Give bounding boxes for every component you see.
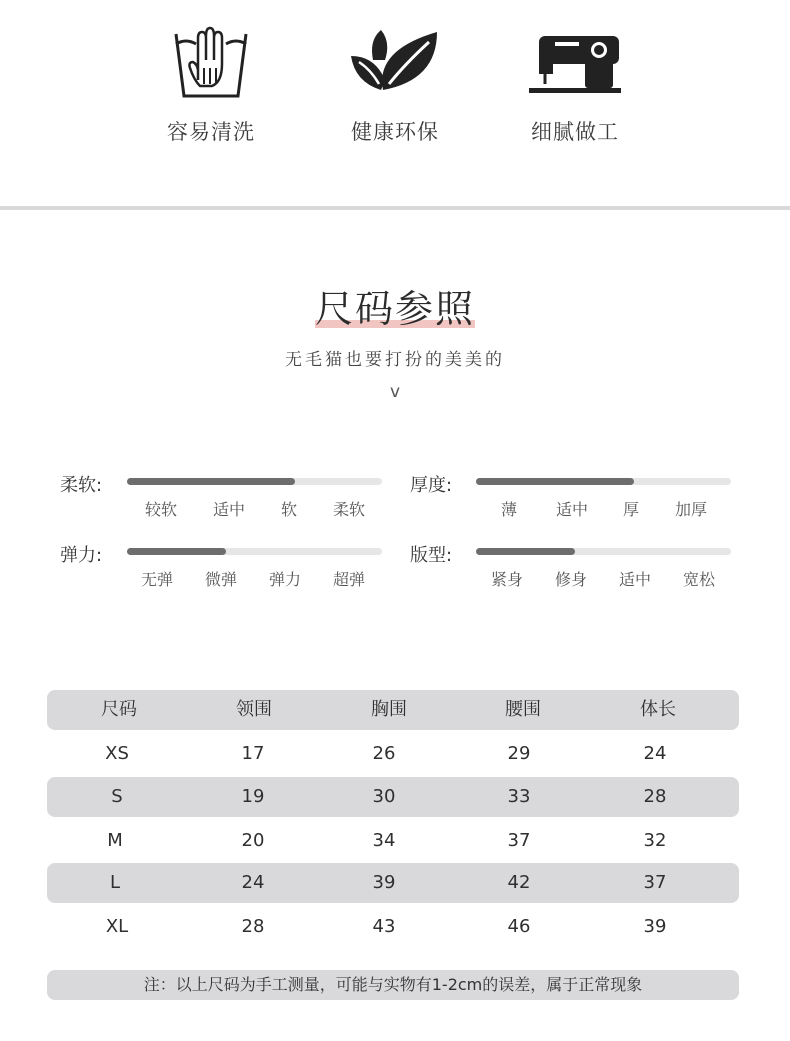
table-cell: 46 <box>507 916 531 937</box>
feature-eco <box>305 20 485 146</box>
table-header-cell: 体长 <box>640 699 676 720</box>
attr-level: 适中 <box>555 500 588 519</box>
table-cell: XL <box>105 916 129 937</box>
table-cell: XS <box>105 743 129 764</box>
attr-softness-fill <box>127 478 295 485</box>
attr-level: 微弹 <box>204 570 237 589</box>
table-header-cell: 尺码 <box>101 699 137 720</box>
page-title <box>315 278 475 333</box>
sewing-machine-icon <box>525 20 625 100</box>
attr-level: 无弹 <box>140 570 173 589</box>
table-cell: 30 <box>372 786 396 807</box>
attr-level: 厚 <box>622 500 639 519</box>
table-cell: 26 <box>372 743 396 764</box>
table-cell: 42 <box>507 872 531 893</box>
attr-softness-track <box>127 478 382 485</box>
table-cell: 39 <box>372 872 396 893</box>
table-cell: 28 <box>241 916 265 937</box>
subtitle: 无毛猫也要打扮的美美的 <box>285 350 505 370</box>
table-header-cell: 胸围 <box>371 699 407 720</box>
attr-level: 弹力 <box>268 570 301 589</box>
table-cell: 32 <box>643 830 667 851</box>
chevron-down-icon: v <box>389 382 401 402</box>
table-cell: L <box>109 872 121 893</box>
table-cell: 28 <box>643 786 667 807</box>
feature-fine-workmanship <box>485 20 665 146</box>
table-cell: 34 <box>372 830 396 851</box>
table-cell: 43 <box>372 916 396 937</box>
table-cell: S <box>111 786 123 807</box>
table-cell: 17 <box>241 743 265 764</box>
table-row <box>47 777 739 817</box>
table-row <box>47 863 739 903</box>
table-cell: 37 <box>507 830 531 851</box>
table-cell: 33 <box>507 786 531 807</box>
page-title-text: 尺码参照 <box>314 287 475 331</box>
table-cell: 29 <box>507 743 531 764</box>
table-header-row <box>47 690 739 730</box>
attr-fit-label: 版型: <box>410 545 453 566</box>
attr-level: 软 <box>280 500 297 519</box>
table-cell: 24 <box>643 743 667 764</box>
table-cell: 19 <box>241 786 265 807</box>
attr-thickness-track <box>476 478 731 485</box>
table-cell: 20 <box>241 830 265 851</box>
table-cell: 24 <box>241 872 265 893</box>
feature-label: 容易清洗 <box>167 120 255 144</box>
attr-level: 适中 <box>618 570 651 589</box>
attr-fit-track <box>476 548 731 555</box>
attr-thickness-fill <box>476 478 634 485</box>
table-cell: M <box>107 830 123 851</box>
feature-label: 健康环保 <box>351 120 439 144</box>
attr-level: 宽松 <box>682 570 715 589</box>
table-header-cell: 领围 <box>236 699 272 720</box>
attr-level: 薄 <box>500 500 517 519</box>
table-cell: 39 <box>643 916 667 937</box>
table-header-cell: 腰围 <box>505 699 541 720</box>
attr-level: 较软 <box>144 500 177 519</box>
table-row <box>47 907 739 947</box>
leaf-icon <box>345 20 445 100</box>
attr-level: 超弹 <box>332 570 365 589</box>
table-cell: 37 <box>643 872 667 893</box>
attr-fit-fill <box>476 548 575 555</box>
measurement-note: 注：以上尺码为手工测量，可能与实物有1-2cm的误差，属于正常现象 <box>47 970 739 1000</box>
attr-level: 柔软 <box>332 500 365 519</box>
attr-level: 修身 <box>554 570 587 589</box>
table-row <box>47 734 739 774</box>
title-block <box>0 278 790 333</box>
attr-level: 紧身 <box>490 570 523 589</box>
attr-level: 加厚 <box>674 500 707 519</box>
attr-thickness-label: 厚度: <box>410 475 453 496</box>
attr-elasticity-label: 弹力: <box>60 545 103 566</box>
hand-wash-icon <box>166 20 256 100</box>
section-divider <box>0 206 790 210</box>
attr-softness-label: 柔软: <box>60 475 103 496</box>
feature-label: 细腻做工 <box>531 120 619 144</box>
table-row <box>47 821 739 861</box>
attr-elasticity-fill <box>127 548 226 555</box>
attr-elasticity-track <box>127 548 382 555</box>
feature-easy-wash <box>121 20 301 146</box>
attr-level: 适中 <box>212 500 245 519</box>
